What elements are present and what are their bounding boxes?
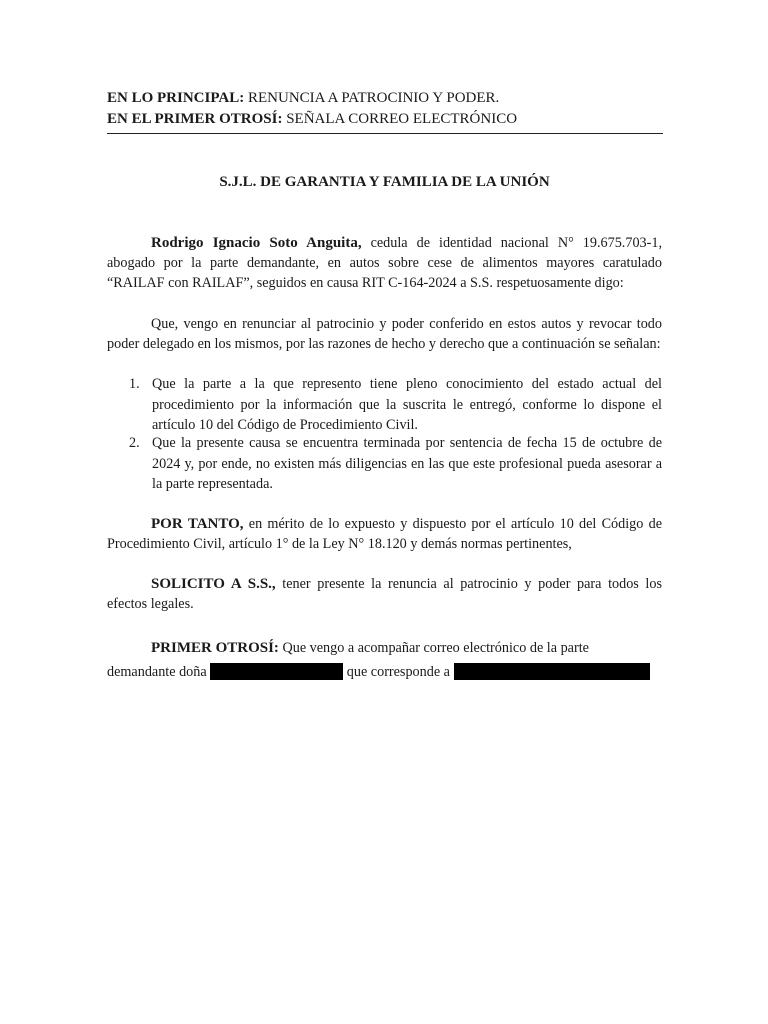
header-text-otrosi: SEÑALA CORREO ELECTRÓNICO — [282, 111, 518, 127]
otrosi-line-2 — [107, 662, 662, 682]
header-label-otrosi: EN EL PRIMER OTROSÍ: — [107, 111, 283, 127]
reason-text: Que la parte a la que represento tiene pleno conocimiento del estado actual del procedimiento por la información que la suscrita le entregó, conforme lo dispone el artículo 10 del Código de Procedimiento Civil. — [152, 376, 662, 433]
otrosi-demandante-label: demandante doña — [107, 664, 207, 680]
resignation-text: Que, vengo en renunciar al patrocinio y poder conferido en estos autos y revocar todo poder delegado en los mismos, por las razones de hecho y derecho que a continuación se señalan: — [107, 316, 662, 352]
header-text-principal: RENUNCIA A PATROCINIO Y PODER. — [244, 90, 500, 106]
header-label-principal: EN LO PRINCIPAL: — [107, 90, 245, 106]
header-divider — [107, 133, 663, 134]
resignation-paragraph — [107, 314, 662, 354]
header-line-otrosi — [107, 111, 662, 128]
header-line-principal — [107, 90, 662, 107]
otrosi-label: PRIMER OTROSÍ: — [151, 640, 279, 656]
solicito-label: SOLICITO A S.S., — [151, 576, 276, 592]
otrosi-paragraph — [107, 634, 662, 662]
otrosi-corresponde-label: que corresponde a — [346, 664, 450, 680]
lawyer-name: Rodrigo Ignacio Soto Anguita, — [151, 235, 362, 251]
por-tanto-label: POR TANTO, — [151, 516, 244, 532]
document-page — [107, 0, 662, 1024]
redacted-name-block — [210, 663, 343, 680]
por-tanto-text: en mérito de lo expuesto y dispuesto por el artículo 10 del Código de Procedimiento Civil, artículo 1° de la Ley N° 18.120 y demás normas pertinentes, — [107, 516, 662, 552]
otrosi-text: Que vengo a acompañar correo electrónico de la parte — [278, 640, 589, 656]
reason-text: Que la presente causa se encuentra terminada por sentencia de fecha 15 de octubre de 2024 y, por ende, no existen más diligencias en las que este profesional pueda asesorar a la parte representada. — [152, 435, 662, 492]
court-title: S.J.L. DE GARANTIA Y FAMILIA DE LA UNIÓN — [219, 174, 550, 190]
solicito-text: tener presente la renuncia al patrocinio y poder para todos los efectos legales. — [107, 576, 662, 612]
redacted-email-block — [454, 663, 650, 680]
solicito-paragraph — [107, 574, 662, 614]
reason-number: 2. — [129, 435, 140, 451]
intro-paragraph — [107, 233, 662, 293]
reason-number: 1. — [129, 376, 140, 392]
por-tanto-paragraph — [107, 514, 662, 554]
intro-text: cedula de identidad nacional N° 19.675.703-1, abogado por la parte demandante, en autos sobre cese de alimentos mayores caratulado “RAILAF con RAILAF”, seguidos en causa RIT C-164-2024 a S.S. respetuosamente digo: — [107, 235, 662, 291]
